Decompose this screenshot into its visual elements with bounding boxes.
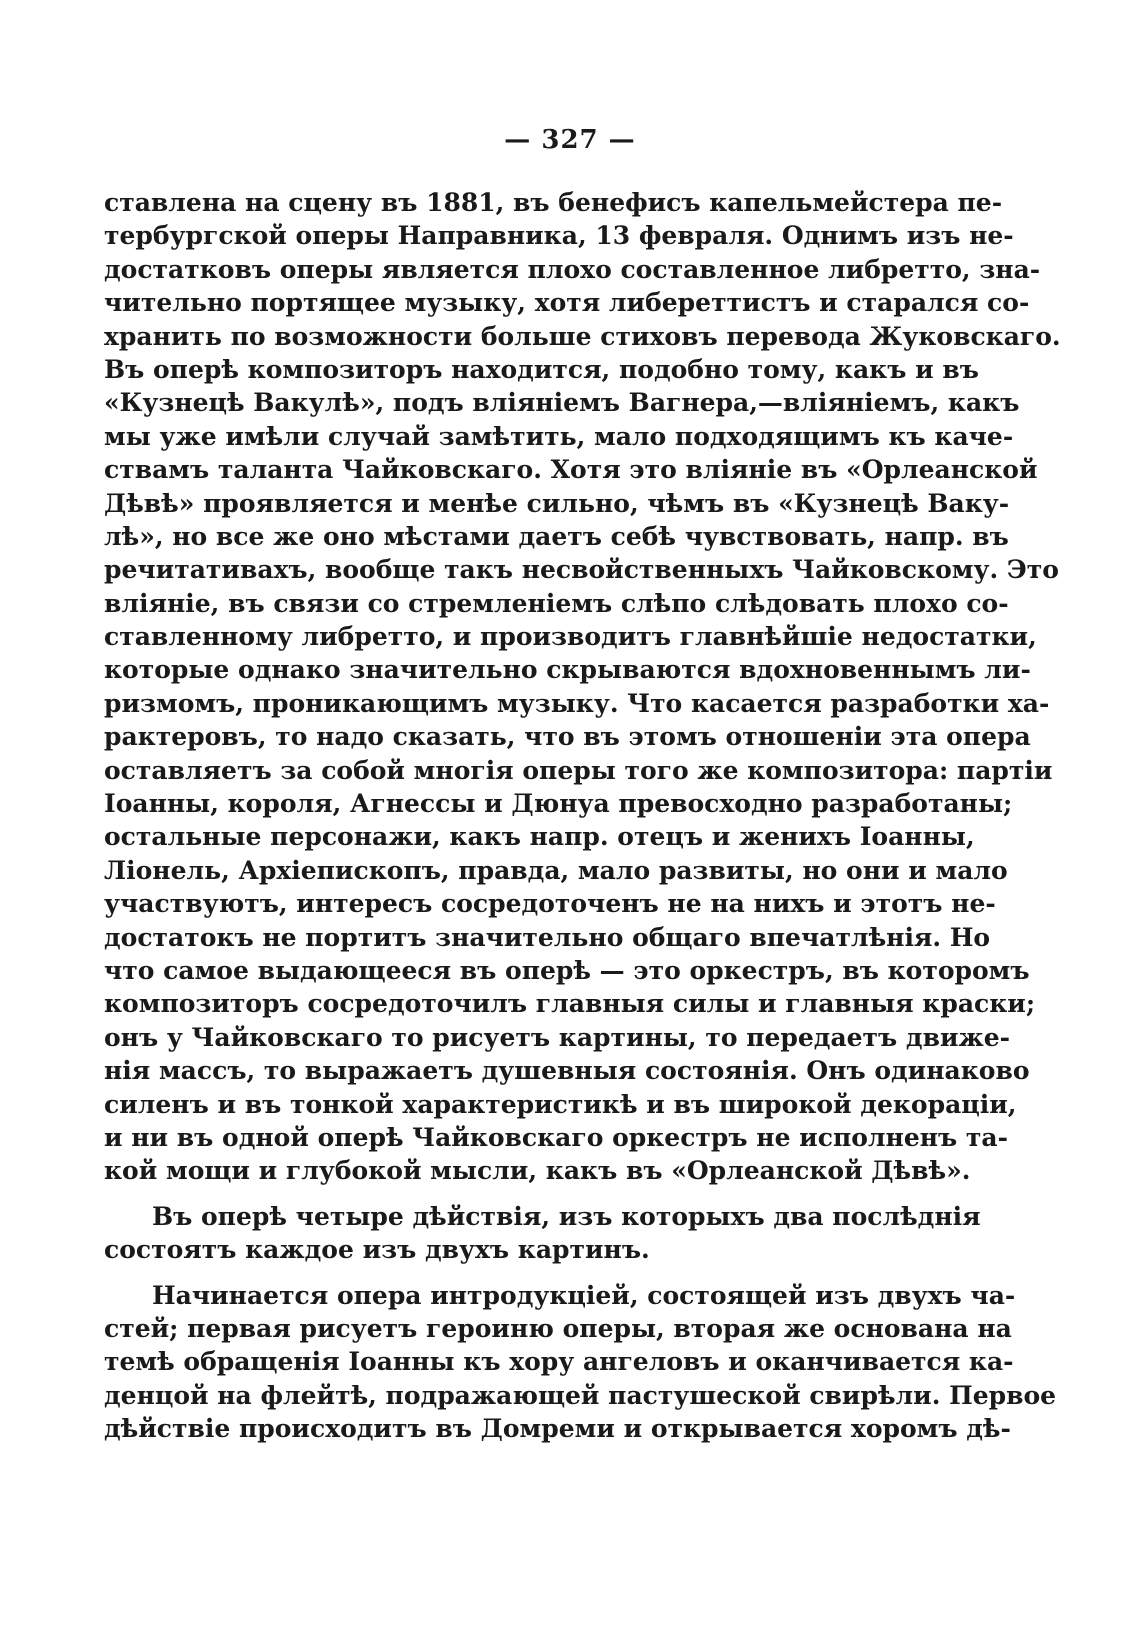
text-line: тербургской оперы Направника, 13 февраля. Однимъ изъ не-: [104, 221, 1014, 251]
text-line: нія массъ, то выражаетъ душевныя состоянія. Онъ одинаково: [104, 1056, 1030, 1086]
text-line: ставленному либретто, и производитъ главнѣйшіе недостатки,: [104, 622, 1037, 652]
text-line: «Кузнецѣ Вакулѣ», подъ вліяніемъ Вагнера,—вліяніемъ, какъ: [104, 388, 1020, 418]
text-line: онъ у Чайковскаго то рисуетъ картины, то передаетъ движе-: [104, 1022, 1011, 1052]
text-line: композиторъ сосредоточилъ главныя силы и главныя краски;: [104, 989, 1036, 1019]
text-line: участвуютъ, интересъ сосредоточенъ не на нихъ и этотъ не-: [104, 889, 996, 919]
text-line: остальные персонажи, какъ напр. отецъ и женихъ Іоанны,: [104, 822, 975, 852]
text-line: Въ оперѣ четыре дѣйствія, изъ которыхъ два послѣднія: [152, 1201, 981, 1231]
text-line: силенъ и въ тонкой характеристикѣ и въ широкой декораціи,: [104, 1089, 1017, 1119]
text-line: хранить по возможности больше стиховъ перевода Жуковскаго.: [104, 321, 1061, 351]
text-line: оставляетъ за собой многія оперы того же композитора: партіи: [104, 755, 1053, 785]
text-line: лѣ», но все же оно мѣстами даетъ себѣ чувствовать, напр. въ: [104, 521, 1009, 551]
text-line: ствамъ таланта Чайковскаго. Хотя это вліяніе въ «Орлеанской: [104, 455, 1038, 485]
text-line: темѣ обращенія Іоанны къ хору ангеловъ и оканчивается ка-: [104, 1347, 1014, 1377]
text-line: достатковъ оперы является плохо составленное либретто, зна-: [104, 254, 1041, 284]
text-line: Въ оперѣ композиторъ находится, подобно тому, какъ и въ: [104, 354, 979, 384]
text-line: чительно портящее музыку, хотя либереттистъ и старался со-: [104, 288, 1030, 318]
paragraph-introduction: [104, 1279, 1057, 1446]
text-line: рактеровъ, то надо сказать, что въ этомъ отношеніи эта опера: [104, 722, 1031, 752]
text-line: стей; первая рисуетъ героиню оперы, вторая же основана на: [104, 1313, 1012, 1343]
text-line: Іоанны, короля, Агнессы и Дюнуа превосходно разработаны;: [104, 789, 1013, 819]
page-number: — 327 —: [504, 125, 636, 155]
paragraph-opera-critique: [104, 186, 1061, 1188]
text-line: которые однако значительно скрываются вдохновеннымъ ли-: [104, 655, 1031, 685]
text-line: дѣйствіе происходитъ въ Домреми и открывается хоромъ дѣ-: [104, 1414, 1011, 1444]
text-line: речитативахъ, вообще такъ несвойственныхъ Чайковскому. Это: [104, 555, 1059, 585]
text-line: денцой на флейтѣ, подражающей пастушеской свирѣли. Первое: [104, 1380, 1057, 1410]
text-line: что самое выдающееся въ оперѣ — это оркестръ, въ которомъ: [104, 955, 1030, 985]
text-line: Ліонель, Архіепископъ, правда, мало развиты, но они и мало: [104, 855, 1008, 885]
text-line: достатокъ не портитъ значительно общаго впечатлѣнія. Но: [104, 922, 991, 952]
paragraph-acts: [104, 1200, 981, 1267]
text-line: ставлена на сцену въ 1881, въ бенефисъ капельмейстера пе-: [104, 188, 1003, 217]
text-line: и ни въ одной оперѣ Чайковскаго оркестръ не исполненъ та-: [104, 1122, 1008, 1152]
body-text: [104, 186, 1061, 1445]
text-line: ризмомъ, проникающимъ музыку. Что касается разработки ха-: [104, 688, 1050, 718]
text-line: кой мощи и глубокой мысли, какъ въ «Орлеанской Дѣвѣ».: [104, 1156, 971, 1186]
text-line: Начинается опера интродукціей, состоящей изъ двухъ ча-: [152, 1280, 1016, 1310]
text-line: мы уже имѣли случай замѣтить, мало подходящимъ къ каче-: [104, 421, 1014, 451]
text-line: Дѣвѣ» проявляется и менѣе сильно, чѣмъ въ «Кузнецѣ Ваку-: [104, 488, 1010, 518]
text-line: вліяніе, въ связи со стремленіемъ слѣпо слѣдовать плохо со-: [104, 588, 1009, 618]
text-line: состоятъ каждое изъ двухъ картинъ.: [104, 1235, 650, 1265]
